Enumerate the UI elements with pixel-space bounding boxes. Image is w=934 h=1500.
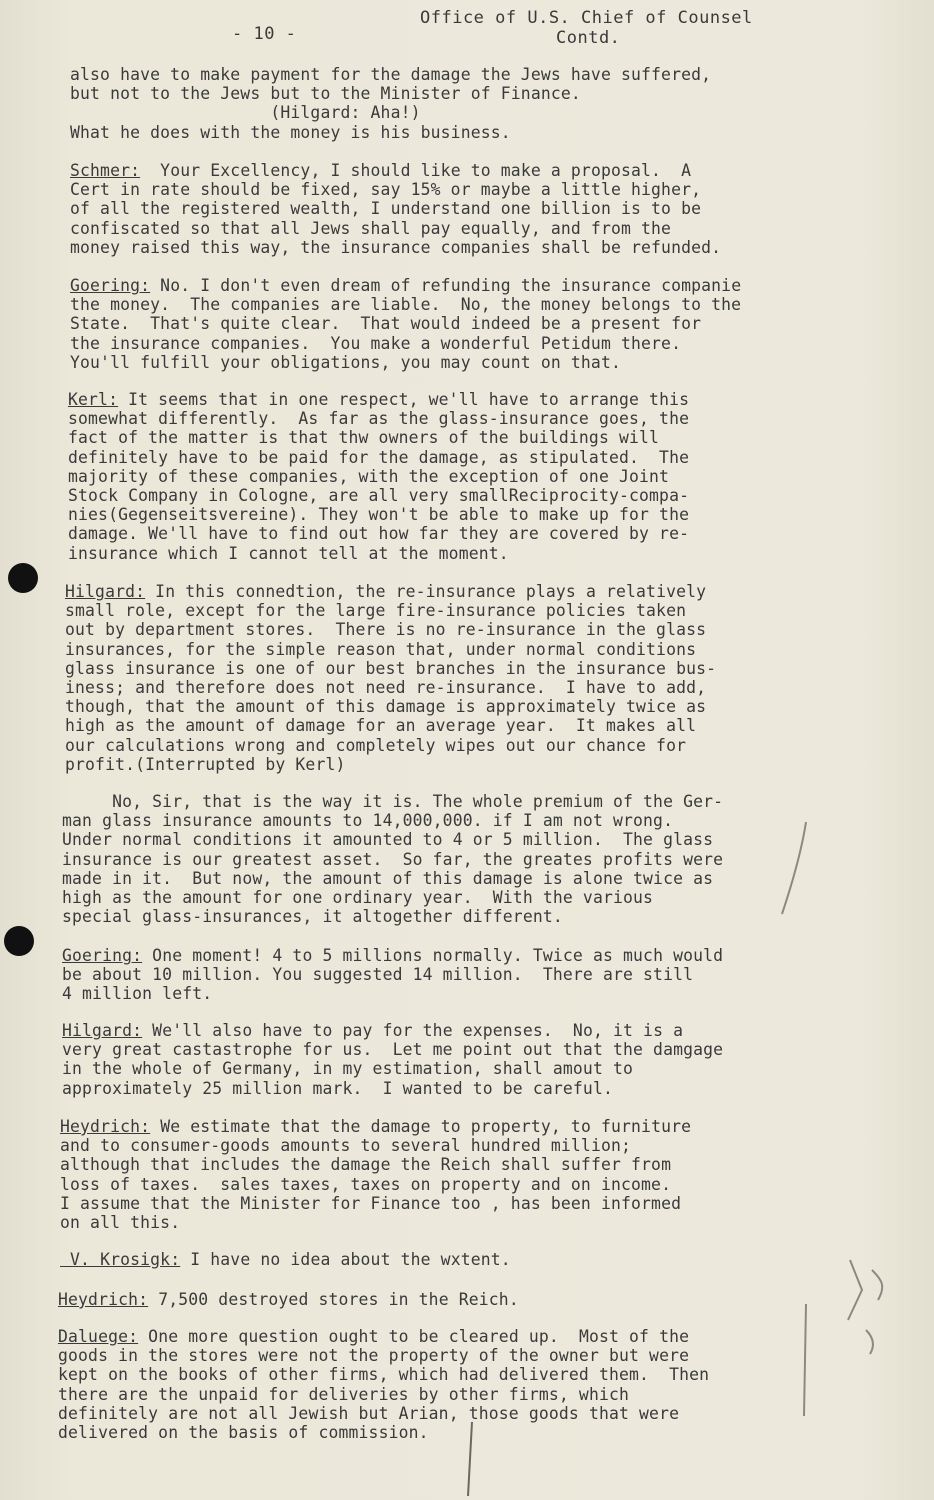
speaker-name: Heydrich: <box>58 1290 149 1309</box>
text-line <box>62 907 723 926</box>
line-text: the money. The companies are liable. No, the money belongs to the <box>70 295 742 315</box>
text-line <box>70 295 741 314</box>
text-line <box>58 1346 709 1365</box>
line-text: fact of the matter is that thw owners of the buildings will <box>68 428 660 448</box>
paragraph <box>62 792 723 926</box>
line-text: I assume that the Minister for Finance too , has been informed <box>60 1193 682 1213</box>
line-text: majority of these companies, with the exception of one Joint <box>68 466 670 486</box>
text-line <box>70 123 711 142</box>
text-line <box>58 1385 709 1404</box>
paragraph <box>60 1117 691 1232</box>
line-text: somewhat differently. As far as the glass-insurance goes, the <box>68 409 690 429</box>
text-line <box>62 792 723 811</box>
line-text: in the whole of Germany, in my estimation, shall amout to <box>62 1059 634 1079</box>
line-text: We estimate that the damage to property, to furniture <box>150 1117 692 1136</box>
line-text: out by department stores. There is no re-insurance in the glass <box>65 620 707 640</box>
paragraph <box>62 1021 723 1098</box>
line-text: be about 10 million. You suggested 14 million. There are still <box>62 965 694 985</box>
paragraph <box>70 65 711 142</box>
line-text: Cert in rate should be fixed, say 15% or maybe a little higher, <box>70 180 702 200</box>
text-line <box>65 659 716 678</box>
line-text: and to consumer-goods amounts to several hundred million; <box>60 1136 632 1156</box>
text-line <box>65 678 716 697</box>
text-line <box>60 1136 691 1155</box>
binder-hole-bottom <box>4 926 34 956</box>
line-text: No. I don't even dream of refunding the insurance companie <box>150 276 742 295</box>
line-text: One more question ought to be cleared up. Most of the <box>138 1327 690 1346</box>
text-line <box>70 219 721 238</box>
text-line <box>62 888 723 907</box>
speaker-name: Schmer: <box>70 161 141 180</box>
paragraph <box>65 582 716 774</box>
text-line <box>70 180 721 199</box>
text-line <box>60 1194 691 1213</box>
office-heading: Office of U.S. Chief of Counsel <box>420 8 753 28</box>
line-text: You'll fulfill your obligations, you may count on that. <box>70 352 621 372</box>
line-text: definitely are not all Jewish but Arian, those goods that were <box>58 1403 680 1423</box>
line-text: insurances, for the simple reason that, under normal conditions <box>65 639 697 659</box>
line-text: there are the unpaid for deliveries by other firms, which <box>58 1384 630 1404</box>
text-line <box>58 1365 709 1384</box>
line-text: man glass insurance amounts to 14,000,000. if I am not wrong. <box>62 811 674 831</box>
text-line <box>70 353 741 372</box>
line-text: the insurance companies. You make a wonderful Petidum there. <box>70 333 682 353</box>
text-line <box>68 505 689 524</box>
text-line <box>60 1155 691 1174</box>
text-line <box>65 736 716 755</box>
line-text: insurance is our greatest asset. So far, the greates profits were <box>62 849 724 869</box>
line-text: delivered on the basis of commission. <box>58 1422 429 1442</box>
line-text: We'll also have to pay for the expenses. No, it is a <box>142 1021 684 1040</box>
pencil-vertical-mark <box>796 1300 816 1420</box>
paragraph <box>60 1250 511 1269</box>
line-text: though, that the amount of this damage is approximately twice as <box>65 697 707 717</box>
text-line <box>68 448 689 467</box>
pencil-margin-mark <box>776 818 816 918</box>
text-line <box>68 390 689 409</box>
text-line <box>58 1423 709 1442</box>
text-line <box>62 1079 723 1098</box>
line-text: It seems that in one respect, we'll have to arrange this <box>118 390 690 409</box>
line-text: No, Sir, that is the way it is. The whole premium of the Ger- <box>62 792 724 811</box>
text-line <box>68 486 689 505</box>
line-text: made in it. But now, the amount of this damage is alone twice as <box>62 868 714 888</box>
line-text: high as the amount of damage for an average year. It makes all <box>65 716 697 736</box>
text-line <box>68 524 689 543</box>
line-text: kept on the books of other firms, which had delivered them. Then <box>58 1365 710 1385</box>
line-text: Stock Company in Cologne, are all very smallReciprocity-compa- <box>68 485 690 505</box>
line-text: definitely have to be paid for the damage, as stipulated. The <box>68 447 690 467</box>
text-line <box>68 544 689 563</box>
text-line <box>62 869 723 888</box>
text-line <box>60 1213 691 1232</box>
text-line <box>70 65 711 84</box>
paragraph <box>58 1290 519 1309</box>
line-text: special glass-insurances, it altogether different. <box>62 907 563 927</box>
line-text: 7,500 destroyed stores in the Reich. <box>148 1290 519 1309</box>
paragraph <box>70 161 721 257</box>
text-line <box>60 1250 511 1269</box>
line-text: money raised this way, the insurance companies shall be refunded. <box>70 237 722 257</box>
text-line <box>65 755 716 774</box>
speaker-name: V. Krosigk: <box>60 1250 181 1269</box>
paragraph <box>58 1327 709 1442</box>
pencil-squiggle-mark <box>842 1250 902 1360</box>
line-text: Your Excellency, I should like to make a proposal. A <box>140 161 692 180</box>
line-text: high as the amount for one ordinary year. With the various <box>62 887 654 907</box>
text-line <box>62 965 723 984</box>
line-text: State. That's quite clear. That would indeed be a present for <box>70 314 702 334</box>
text-line <box>70 276 741 295</box>
line-text: What he does with the money is his business. <box>70 122 511 142</box>
speaker-name: Hilgard: <box>62 1021 143 1040</box>
text-line <box>62 1040 723 1059</box>
text-line <box>58 1404 709 1423</box>
line-text: of all the registered wealth, I understand one billion is to be <box>70 199 702 219</box>
text-line <box>58 1290 519 1309</box>
text-line <box>70 334 741 353</box>
text-line <box>65 601 716 620</box>
text-line <box>70 161 721 180</box>
text-line <box>60 1175 691 1194</box>
line-text: confiscated so that all Jews shall pay equally, and from the <box>70 218 672 238</box>
text-line <box>62 984 723 1003</box>
text-line <box>68 467 689 486</box>
line-text: small role, except for the large fire-insurance policies taken <box>65 601 687 621</box>
line-text: (Hilgard: Aha!) <box>70 103 421 123</box>
line-text: glass insurance is one of our best branches in the insurance bus- <box>65 658 717 678</box>
text-line <box>68 409 689 428</box>
line-text: our calculations wrong and completely wipes out our chance for <box>65 735 687 755</box>
text-line <box>70 199 721 218</box>
line-text: One moment! 4 to 5 millions normally. Twice as much would <box>142 946 724 965</box>
speaker-name: Goering: <box>62 946 143 965</box>
speaker-name: Goering: <box>70 276 151 295</box>
line-text: iness; and therefore does not need re-insurance. I have to add, <box>65 677 707 697</box>
line-text: loss of taxes. sales taxes, taxes on property and on income. <box>60 1174 672 1194</box>
text-line <box>62 946 723 965</box>
text-line <box>62 1059 723 1078</box>
line-text: also have to make payment for the damage the Jews have suffered, <box>70 65 712 84</box>
speaker-name: Daluege: <box>58 1327 139 1346</box>
text-line <box>70 314 741 333</box>
text-line <box>65 716 716 735</box>
text-line <box>68 428 689 447</box>
speaker-name: Hilgard: <box>65 582 146 601</box>
text-line <box>65 697 716 716</box>
line-text: nies(Gegenseitsvereine). They won't be able to make up for the <box>68 505 690 525</box>
line-text: although that includes the damage the Reich shall suffer from <box>60 1155 672 1175</box>
paragraph <box>68 390 689 563</box>
speaker-name: Kerl: <box>68 390 119 409</box>
text-line <box>62 811 723 830</box>
line-text: goods in the stores were not the property of the owner but were <box>58 1346 690 1366</box>
text-line <box>70 238 721 257</box>
text-line <box>62 850 723 869</box>
line-text: insurance which I cannot tell at the moment. <box>68 543 509 563</box>
line-text: Under normal conditions it amounted to 4 or 5 million. The glass <box>62 830 714 850</box>
text-line <box>62 1021 723 1040</box>
line-text: damage. We'll have to find out how far they are covered by re- <box>68 524 690 544</box>
line-text: very great castastrophe for us. Let me point out that the damgage <box>62 1040 724 1060</box>
speaker-name: Heydrich: <box>60 1117 151 1136</box>
pencil-bottom-stroke <box>460 1420 480 1500</box>
office-contd: Contd. <box>556 28 621 48</box>
text-line <box>60 1117 691 1136</box>
text-line <box>70 103 711 122</box>
line-text: but not to the Jews but to the Minister of Finance. <box>70 84 581 104</box>
text-line <box>62 830 723 849</box>
binder-hole-top <box>8 563 38 593</box>
line-text: on all this. <box>60 1212 181 1232</box>
text-line <box>65 620 716 639</box>
paragraph <box>62 946 723 1004</box>
line-text: approximately 25 million mark. I wanted to be careful. <box>62 1078 613 1098</box>
text-line <box>58 1327 709 1346</box>
page-number: - 10 - <box>232 24 297 44</box>
line-text: 4 million left. <box>62 984 213 1004</box>
text-line <box>65 582 716 601</box>
line-text: profit.(Interrupted by Kerl) <box>65 754 346 774</box>
text-line <box>70 84 711 103</box>
text-line <box>65 640 716 659</box>
paragraph <box>70 276 741 372</box>
line-text: I have no idea about the wxtent. <box>180 1250 511 1269</box>
line-text: In this connedtion, the re-insurance plays a relatively <box>145 582 707 601</box>
